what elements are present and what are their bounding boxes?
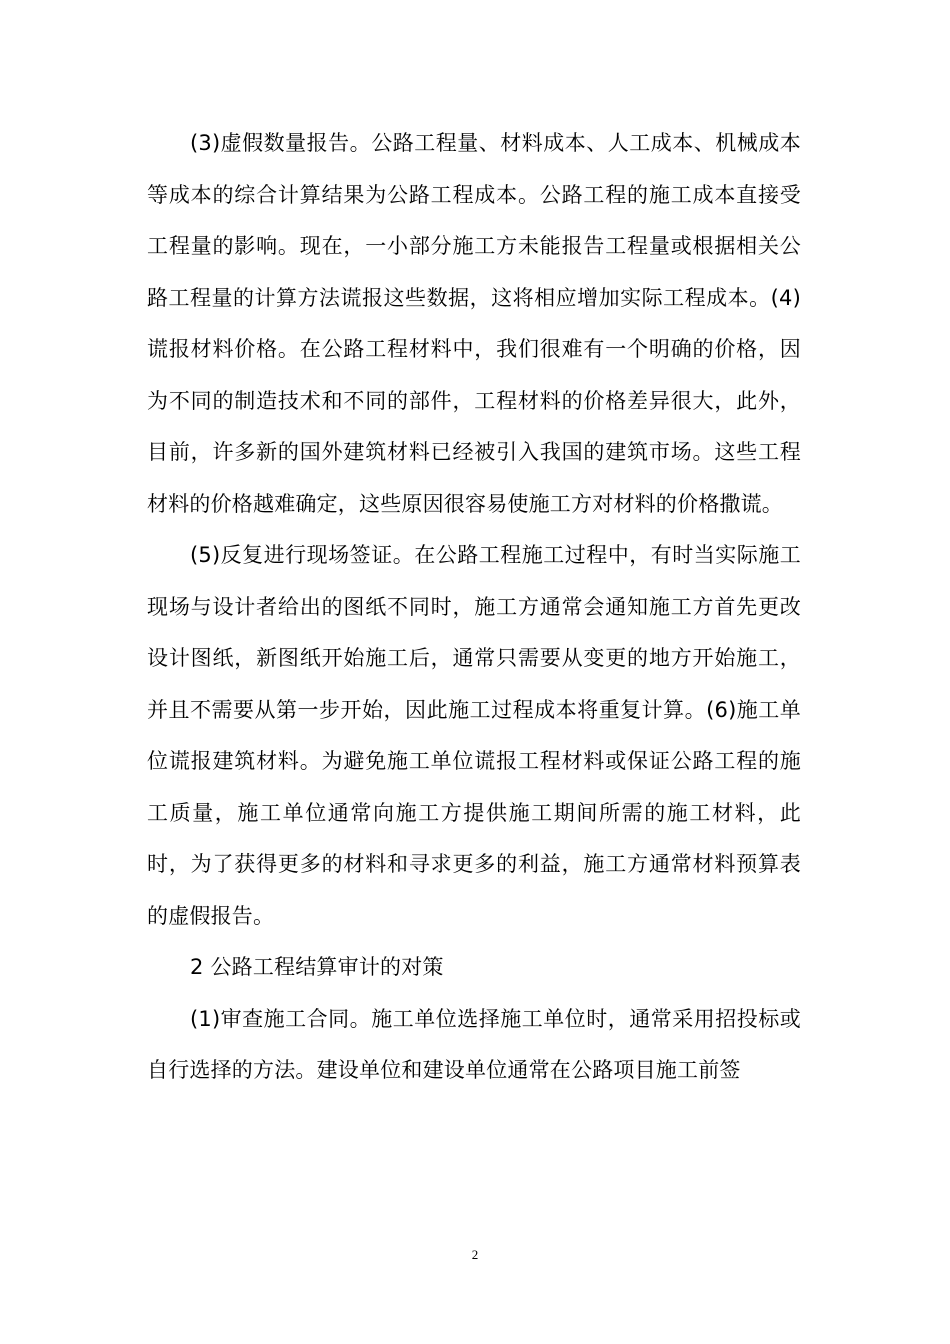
page-number: 2 bbox=[471, 1247, 479, 1262]
paragraph-review-contract: (1)审查施工合同。施工单位选择施工单位时，通常采用招投标或自行选择的方法。建设单位和建设单位通常在公路项目施工前签 bbox=[147, 1006, 801, 1082]
paragraph-site-visa: (5)反复进行现场签证。在公路工程施工过程中，有时当实际施工现场与设计者给出的图纸不同时，施工方通常会通知施工方首先更改设计图纸，新图纸开始施工后，通常只需要从变更的地方开始施工，并且不需要从第一步开始，因此施工过程成本将重复计算。(6)施工单位谎报建筑材料。为避免施工单位谎报工程材料或保证公路工程的施工质量，施工单位通常向施工方提供施工期间所需的施工材料，此时，为了获得更多的材料和寻求更多的利益，施工方通常材料预算表的虚假报告。 bbox=[147, 543, 801, 928]
section-heading-countermeasures: 2 公路工程结算审计的对策 bbox=[190, 955, 444, 979]
paragraph-false-reporting: (3)虚假数量报告。公路工程量、材料成本、人工成本、机械成本等成本的综合计算结果为公路工程成本。公路工程的施工成本直接受工程量的影响。现在，一小部分施工方未能报告工程量或根据相关公路工程量的计算方法谎报这些数据，这将相应增加实际工程成本。(4)谎报材料价格。在公路工程材料中，我们很难有一个明确的价格，因为不同的制造技术和不同的部件，工程材料的价格差异很大，此外，目前，许多新的国外建筑材料已经被引入我国的建筑市场。这些工程材料的价格越难确定，这些原因很容易使施工方对材料的价格撒谎。 bbox=[147, 131, 801, 516]
document-body bbox=[147, 118, 801, 1097]
